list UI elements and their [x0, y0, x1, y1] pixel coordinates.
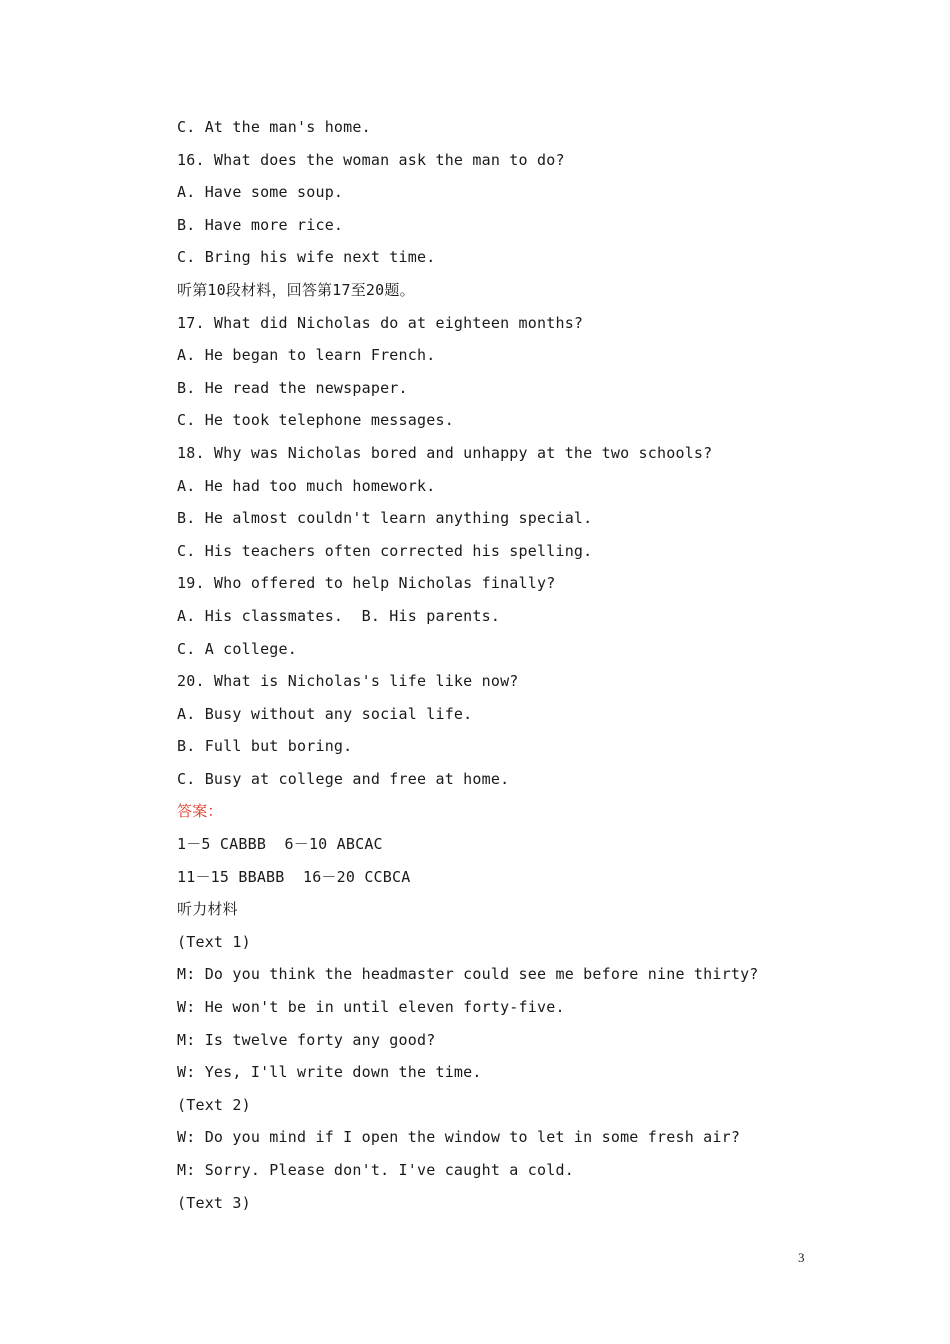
- section-instruction: 听第10段材料，回答第17至20题。: [177, 280, 415, 299]
- page-number: 3: [798, 1250, 805, 1265]
- answer-heading: 答案：: [177, 802, 223, 821]
- text-label: (Text 2): [177, 1095, 251, 1114]
- option-line: A. He began to learn French.: [177, 346, 436, 365]
- option-line: C. His teachers often corrected his spelling.: [177, 541, 593, 560]
- dialogue-line: W: Do you mind if I open the window to let in some fresh air?: [177, 1128, 741, 1147]
- dialogue-line: W: Yes, I'll write down the time.: [177, 1063, 482, 1082]
- option-line: B. Full but boring.: [177, 737, 353, 756]
- option-line: C. Bring his wife next time.: [177, 248, 436, 267]
- option-line: B. Have more rice.: [177, 215, 344, 234]
- option-line: A. Have some soup.: [177, 183, 344, 202]
- option-line: C. A college.: [177, 639, 297, 658]
- option-line: C. He took telephone messages.: [177, 411, 454, 430]
- option-line: C. Busy at college and free at home.: [177, 769, 510, 788]
- option-line: A. Busy without any social life.: [177, 704, 473, 723]
- dialogue-line: M: Do you think the headmaster could see me before nine thirty?: [177, 965, 759, 984]
- dialogue-line: M: Sorry. Please don't. I've caught a cold.: [177, 1161, 574, 1179]
- question-line: 19. Who offered to help Nicholas finally?: [177, 574, 556, 593]
- question-line: 18. Why was Nicholas bored and unhappy at the two schools?: [177, 443, 713, 462]
- text-label: (Text 1): [177, 932, 251, 951]
- dialogue-line: W: He won't be in until eleven forty-five.: [177, 998, 565, 1017]
- question-line: 20. What is Nicholas's life like now?: [177, 672, 519, 691]
- answer-key-line: 11－15 BBABB 16－20 CCBCA: [177, 867, 411, 886]
- option-line: B. He read the newspaper.: [177, 378, 408, 397]
- option-line: A. He had too much homework.: [177, 476, 436, 495]
- dialogue-line: M: Is twelve forty any good?: [177, 1030, 436, 1049]
- option-line: A. His classmates. B. His parents.: [177, 606, 501, 625]
- text-label: (Text 3): [177, 1193, 251, 1212]
- option-line: B. He almost couldn't learn anything special.: [177, 509, 593, 528]
- transcript-heading: 听力材料: [177, 900, 238, 919]
- document-body: [177, 116, 797, 1224]
- answer-key-line: 1－5 CABBB 6－10 ABCAC: [177, 835, 383, 854]
- option-line: C. At the man's home.: [177, 118, 371, 136]
- question-line: 16. What does the woman ask the man to do?: [177, 150, 565, 169]
- question-line: 17. What did Nicholas do at eighteen months?: [177, 313, 584, 332]
